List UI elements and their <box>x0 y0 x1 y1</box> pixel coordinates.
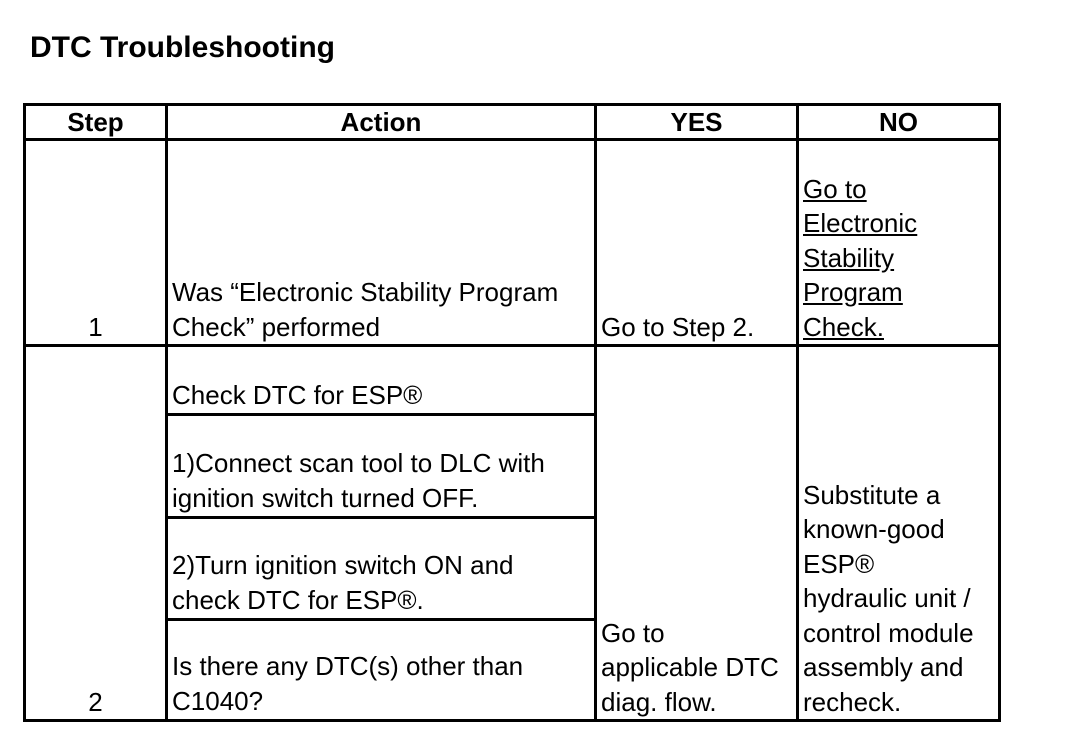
no-text: hydraulic unit / <box>803 583 971 613</box>
action-cell <box>167 140 596 346</box>
no-text: control module <box>803 617 974 648</box>
yes-cell <box>596 346 798 721</box>
link-line: Check. <box>803 311 884 342</box>
action-line: Check DTC for ESP® <box>172 379 423 410</box>
header-step: Step <box>25 105 167 140</box>
step-number: 2 <box>25 346 167 721</box>
no-text: assembly and <box>803 652 964 682</box>
no-cell <box>798 140 1000 346</box>
table-row-step-2 <box>25 346 1000 721</box>
no-text: ESP® <box>803 548 875 579</box>
link-line: Program <box>803 277 903 307</box>
action-part-check-dtc <box>168 347 594 413</box>
page-title: DTC Troubleshooting <box>30 31 335 64</box>
table-row-step-1 <box>25 140 1000 346</box>
table-header-row <box>25 105 1000 140</box>
step-number: 1 <box>25 140 167 346</box>
yes-text: Go to Step 2. <box>601 311 755 342</box>
no-text: Substitute a <box>803 479 941 510</box>
yes-text: Go to <box>601 617 665 648</box>
no-cell <box>798 346 1000 721</box>
action-line: 2)Turn ignition switch ON and <box>172 550 514 580</box>
action-part-connect-scan-tool <box>168 413 594 516</box>
action-line: C1040? <box>172 685 264 716</box>
action-line: Was “Electronic Stability Program <box>172 277 559 307</box>
esp-check-link[interactable] <box>803 172 994 345</box>
action-part-question <box>168 618 594 719</box>
yes-text: diag. flow. <box>601 686 717 717</box>
action-line: ignition switch turned OFF. <box>172 482 479 513</box>
action-part-ignition-on <box>168 516 594 618</box>
link-line: Electronic <box>803 208 918 238</box>
no-text: known-good <box>803 514 945 544</box>
action-line: Check” performed <box>172 311 381 342</box>
header-action: Action <box>167 105 596 140</box>
yes-cell <box>596 140 798 346</box>
action-line: Is there any DTC(s) other than <box>172 651 524 681</box>
link-line: Stability <box>803 242 895 273</box>
action-line: 1)Connect scan tool to DLC with <box>172 448 545 478</box>
troubleshooting-table <box>23 103 1001 722</box>
header-yes: YES <box>596 105 798 140</box>
link-line: Go to <box>803 173 867 204</box>
action-cell <box>167 346 596 721</box>
yes-text: applicable DTC <box>601 652 779 682</box>
header-no: NO <box>798 105 1000 140</box>
no-text: recheck. <box>803 686 902 717</box>
action-line: check DTC for ESP®. <box>172 584 424 615</box>
